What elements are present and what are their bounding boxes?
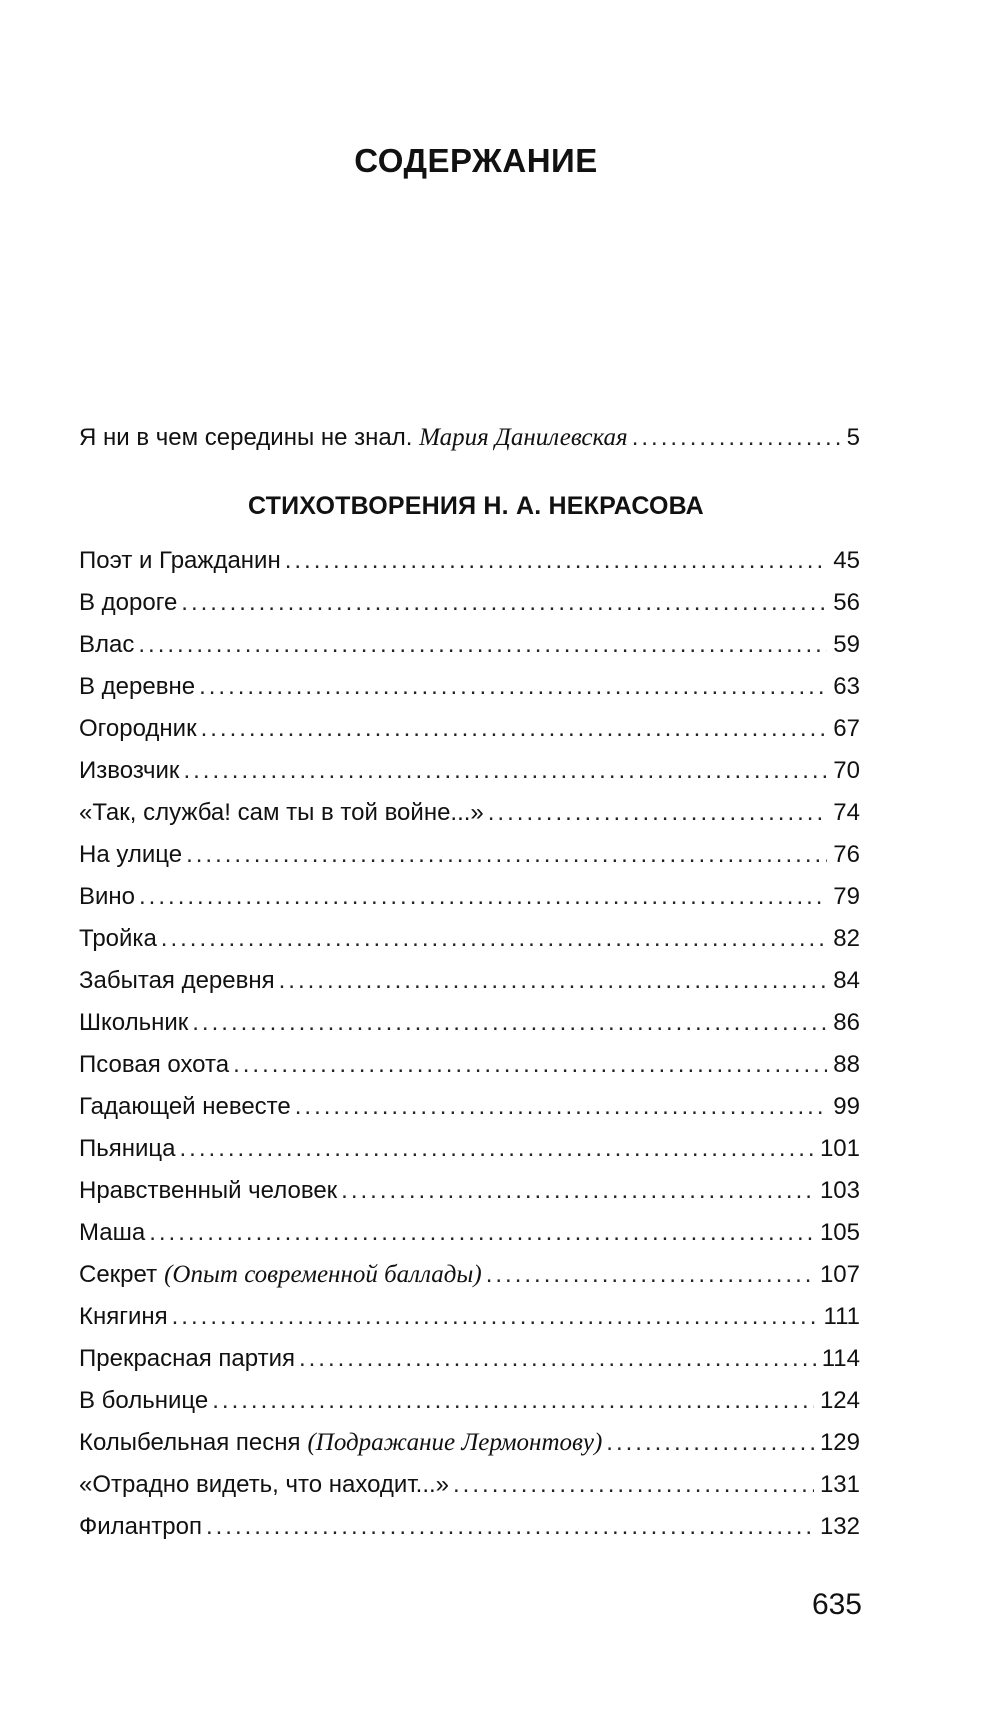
dot-leader xyxy=(632,422,841,454)
dot-leader xyxy=(486,1254,814,1296)
dot-leader xyxy=(199,666,827,708)
toc-row xyxy=(79,1086,860,1128)
toc-entry-title xyxy=(79,1002,188,1044)
intro-page-ref: 5 xyxy=(846,424,860,451)
toc-entry-title-text: Псовая охота xyxy=(79,1051,230,1078)
toc-entry-page: 63 xyxy=(833,673,860,700)
toc-row xyxy=(79,1170,860,1212)
toc-entry-title xyxy=(79,1086,291,1128)
toc-entry-title-text: На улице xyxy=(79,841,183,868)
toc-row xyxy=(79,708,860,750)
toc-entry-page: 103 xyxy=(819,1177,860,1204)
toc-entry-page: 70 xyxy=(833,757,860,784)
toc-entry-title xyxy=(79,1212,145,1254)
toc-entry-title-text: Извозчик xyxy=(79,757,180,784)
toc-entry-page: 107 xyxy=(819,1261,860,1288)
toc-entry-page: 84 xyxy=(833,967,860,994)
intro-entry-title xyxy=(79,422,628,454)
toc-entry-title xyxy=(79,1338,295,1380)
toc-entry-page: 124 xyxy=(819,1387,860,1414)
dot-leader xyxy=(180,1128,814,1170)
toc-entry-title-text: В дороге xyxy=(79,589,178,616)
toc-row xyxy=(79,1506,860,1548)
toc-entry-title xyxy=(79,792,484,834)
dot-leader xyxy=(341,1170,814,1212)
toc-row xyxy=(79,666,860,708)
toc-entry-title xyxy=(79,1296,168,1338)
toc-entry-page: 76 xyxy=(833,841,860,868)
toc-entry-page: 82 xyxy=(833,925,860,952)
toc-row xyxy=(79,582,860,624)
toc-entry-page: 59 xyxy=(833,631,860,658)
page-number: 635 xyxy=(811,1588,862,1621)
toc-entry-title-text: Гадающей невесте xyxy=(79,1093,291,1120)
toc-entry-page: 56 xyxy=(833,589,860,616)
dot-leader xyxy=(149,1212,814,1254)
toc-entry-page: 79 xyxy=(833,883,860,910)
toc-row xyxy=(79,1296,860,1338)
toc-entry-title-text: Забытая деревня xyxy=(79,967,275,994)
toc-entry-title-text: Вино xyxy=(79,883,136,910)
toc-entry-page: 111 xyxy=(823,1303,860,1330)
dot-leader xyxy=(172,1296,818,1338)
toc-entry-page: 88 xyxy=(833,1051,860,1078)
toc-entry-page: 131 xyxy=(819,1471,860,1498)
toc-row xyxy=(79,1002,860,1044)
toc-row xyxy=(79,540,860,582)
toc-entry-title-text: Маша xyxy=(79,1219,146,1246)
toc-row xyxy=(79,1464,860,1506)
toc-list xyxy=(79,540,860,1548)
intro-author: Мария Данилевская xyxy=(419,424,628,451)
dot-leader xyxy=(212,1380,814,1422)
toc-entry-subtitle: (Подражание Лермонтову) xyxy=(307,1429,603,1456)
toc-entry-title xyxy=(79,834,182,876)
toc-entry-title xyxy=(79,1170,337,1212)
toc-row xyxy=(79,1254,860,1296)
toc-row xyxy=(79,960,860,1002)
toc-entry-title-text: Пьяница xyxy=(79,1135,176,1162)
toc-row xyxy=(79,1044,860,1086)
dot-leader xyxy=(279,960,828,1002)
toc-entry-title xyxy=(79,1044,229,1086)
intro-entry xyxy=(79,422,860,454)
toc-entry-title-text: Нравственный человек xyxy=(79,1177,338,1204)
toc-row xyxy=(79,1128,860,1170)
toc-entry-page: 74 xyxy=(833,799,860,826)
dot-leader xyxy=(138,624,827,666)
dot-leader xyxy=(192,1002,827,1044)
toc-entry-title-text: Огородник xyxy=(79,715,197,742)
dot-leader xyxy=(201,708,828,750)
toc-entry-title xyxy=(79,876,135,918)
toc-entry-title-text: «Так, служба! сам ты в той войне...» xyxy=(79,799,484,826)
toc-entry-title-text: Колыбельная песня xyxy=(79,1429,301,1456)
toc-entry-page: 114 xyxy=(821,1345,860,1372)
dot-leader xyxy=(453,1464,814,1506)
toc-entry-title-text: Секрет xyxy=(79,1261,158,1288)
section-heading: СТИХОТВОРЕНИЯ Н. А. НЕКРАСОВА xyxy=(248,492,704,520)
toc-row xyxy=(79,792,860,834)
toc-entry-title xyxy=(79,1254,482,1296)
toc-entry-title-text: «Отрадно видеть, что находит...» xyxy=(79,1471,450,1498)
dot-leader xyxy=(206,1506,814,1548)
toc-entry-subtitle: (Опыт современной баллады) xyxy=(164,1261,482,1288)
toc-entry-page: 86 xyxy=(833,1009,860,1036)
toc-row xyxy=(79,1338,860,1380)
toc-entry-page: 129 xyxy=(819,1429,860,1456)
toc-entry-title-text: Княгиня xyxy=(79,1303,168,1330)
dot-leader xyxy=(285,540,828,582)
toc-entry-page: 99 xyxy=(833,1093,860,1120)
dot-leader xyxy=(295,1086,828,1128)
toc-entry-title-text: В больнице xyxy=(79,1387,209,1414)
dot-leader xyxy=(161,918,828,960)
toc-entry-title xyxy=(79,960,275,1002)
toc-entry-title-text: Школьник xyxy=(79,1009,189,1036)
intro-title-text: Я ни в чем середины не знал. xyxy=(79,424,413,451)
toc-entry-title xyxy=(79,624,134,666)
toc-row xyxy=(79,1380,860,1422)
toc-entry-title xyxy=(79,750,179,792)
toc-entry-title-text: Прекрасная партия xyxy=(79,1345,295,1372)
toc-entry-title-text: Поэт и Гражданин xyxy=(79,547,281,574)
toc-entry-title xyxy=(79,1128,176,1170)
dot-leader xyxy=(233,1044,827,1086)
toc-entry-title xyxy=(79,1422,602,1464)
toc-entry-title xyxy=(79,708,197,750)
dot-leader xyxy=(181,582,827,624)
toc-row xyxy=(79,624,860,666)
toc-row xyxy=(79,918,860,960)
dot-leader xyxy=(606,1422,814,1464)
toc-entry-title xyxy=(79,582,177,624)
page-title: СОДЕРЖАНИЕ xyxy=(354,142,598,179)
toc-row xyxy=(79,750,860,792)
toc-entry-title-text: Тройка xyxy=(79,925,157,952)
toc-entry-title xyxy=(79,540,281,582)
toc-row xyxy=(79,876,860,918)
toc-entry-page: 101 xyxy=(819,1135,860,1162)
toc-entry-page: 105 xyxy=(819,1219,860,1246)
toc-entry-title-text: В деревне xyxy=(79,673,196,700)
dot-leader xyxy=(299,1338,816,1380)
toc-entry-title xyxy=(79,1464,449,1506)
toc-row xyxy=(79,1212,860,1254)
toc-row xyxy=(79,834,860,876)
dot-leader xyxy=(488,792,828,834)
toc-entry-title xyxy=(79,1380,208,1422)
toc-entry-page: 45 xyxy=(833,547,860,574)
toc-entry-title xyxy=(79,918,157,960)
toc-row xyxy=(79,1422,860,1464)
toc-entry-title xyxy=(79,1506,202,1548)
dot-leader xyxy=(183,750,827,792)
dot-leader xyxy=(139,876,827,918)
toc-entry-title xyxy=(79,666,195,708)
dot-leader xyxy=(186,834,827,876)
toc-entry-title-text: Филантроп xyxy=(79,1513,202,1540)
toc-entry-page: 132 xyxy=(819,1513,860,1540)
toc-entry-title-text: Влас xyxy=(79,631,135,658)
toc-entry-page: 67 xyxy=(833,715,860,742)
